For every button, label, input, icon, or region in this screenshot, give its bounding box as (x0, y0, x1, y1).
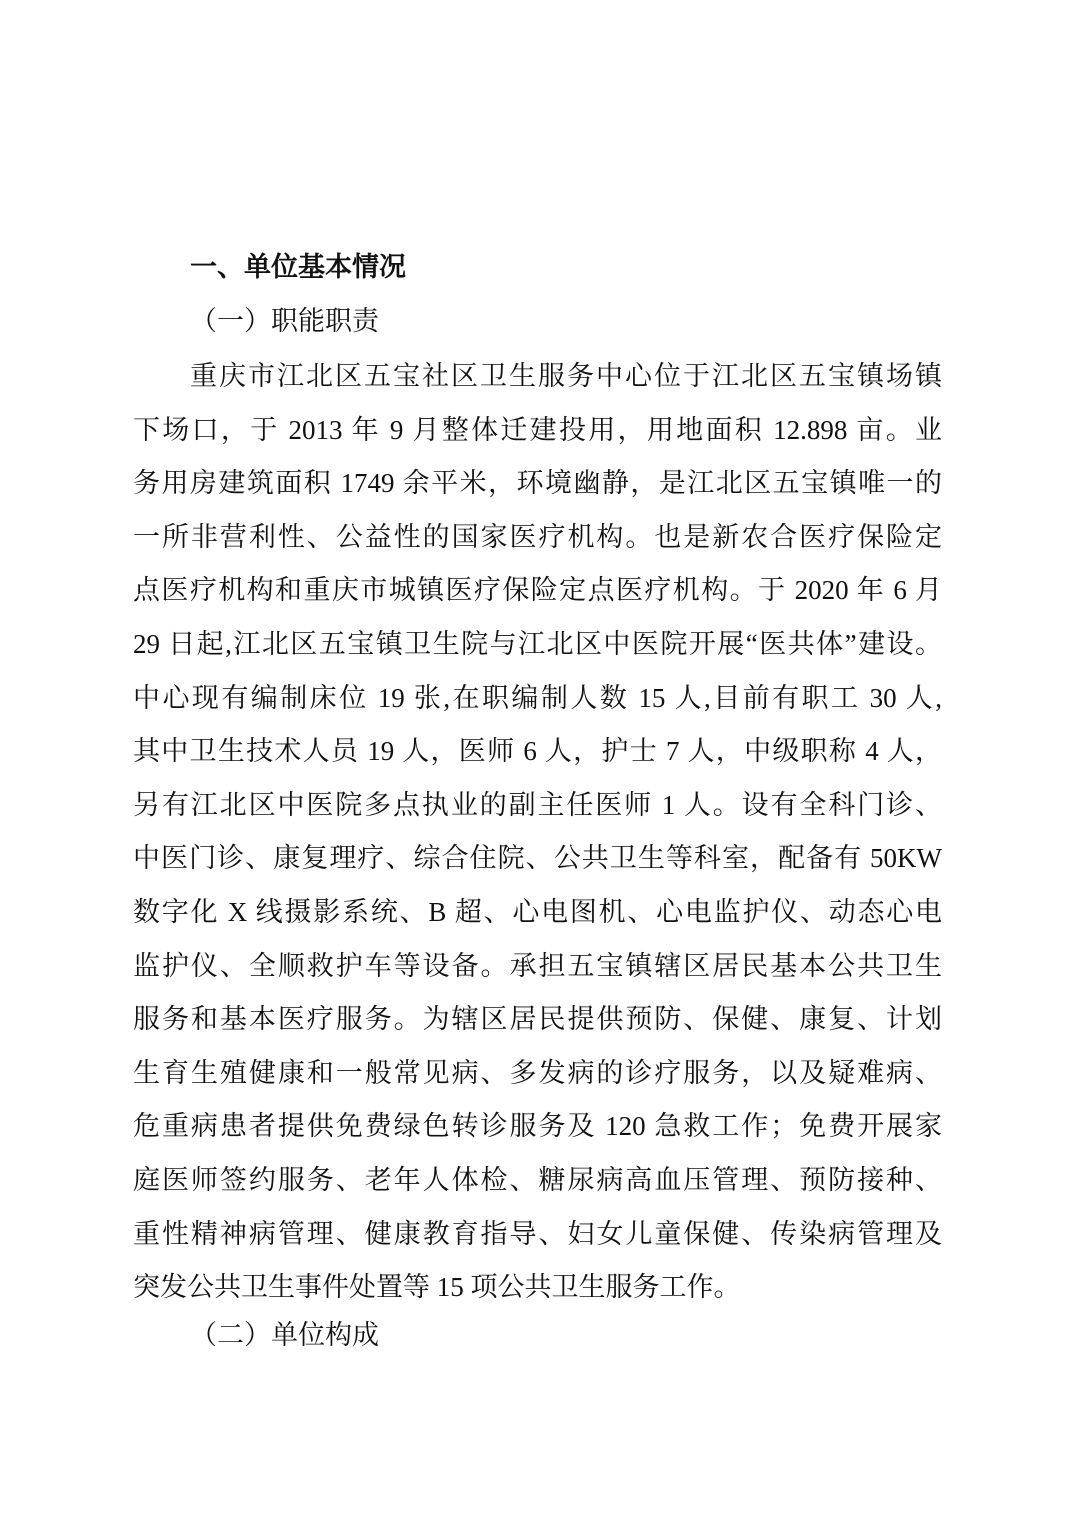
subsection-heading-duties: （一）职能职责 (190, 306, 379, 336)
paragraph-line: 监护仪、全顺救护车等设备。承担五宝镇辖区居民基本公共卫生 (133, 950, 942, 981)
paragraph-line: 另有江北区中医院多点执业的副主任医师 1 人。设有全科门诊、 (133, 789, 942, 820)
paragraph-line: 中心现有编制床位 19 张,在职编制人数 15 人,目前有职工 30 人, (133, 682, 942, 713)
paragraph-line: 下场口，于 2013 年 9 月整体迁建投用，用地面积 12.898 亩。业 (133, 414, 942, 445)
section-heading: 一、单位基本情况 (190, 252, 406, 283)
paragraph-line: 服务和基本医疗服务。为辖区居民提供预防、保健、康复、计划 (133, 1004, 942, 1035)
paragraph-line: 生育生殖健康和一般常见病、多发病的诊疗服务，以及疑难病、 (133, 1057, 942, 1088)
paragraph-line: 中医门诊、康复理疗、综合住院、公共卫生等科室，配备有 50KW (133, 843, 942, 874)
paragraph-line: 突发公共卫生事件处置等 15 项公共卫生服务工作。 (133, 1272, 741, 1303)
paragraph-line: 数字化 X 线摄影系统、B 超、心电图机、心电监护仪、动态心电 (133, 897, 942, 927)
paragraph-line: 庭医师签约服务、老年人体检、糖尿病高血压管理、预防接种、 (133, 1165, 942, 1195)
paragraph-line: 点医疗机构和重庆市城镇医疗保险定点医疗机构。于 2020 年 6 月 (133, 575, 942, 606)
paragraph-line: 其中卫生技术人员 19 人，医师 6 人，护士 7 人，中级职称 4 人， (133, 736, 942, 767)
paragraph-line: 重性精神病管理、健康教育指导、妇女儿童保健、传染病管理及 (133, 1218, 942, 1249)
paragraph-line: 重庆市江北区五宝社区卫生服务中心位于江北区五宝镇场镇 (190, 361, 942, 391)
paragraph-line: 务用房建筑面积 1749 余平米，环境幽静，是江北区五宝镇唯一的 (133, 468, 942, 499)
paragraph-line: 29 日起,江北区五宝镇卫生院与江北区中医院开展“医共体”建设。 (133, 629, 942, 659)
paragraph-line: 危重病患者提供免费绿色转诊服务及 120 急救工作；免费开展家 (133, 1111, 942, 1142)
paragraph-line: 一所非营利性、公益性的国家医疗机构。也是新农合医疗保险定 (133, 521, 942, 552)
subsection-heading-composition: （二）单位构成 (190, 1320, 379, 1350)
